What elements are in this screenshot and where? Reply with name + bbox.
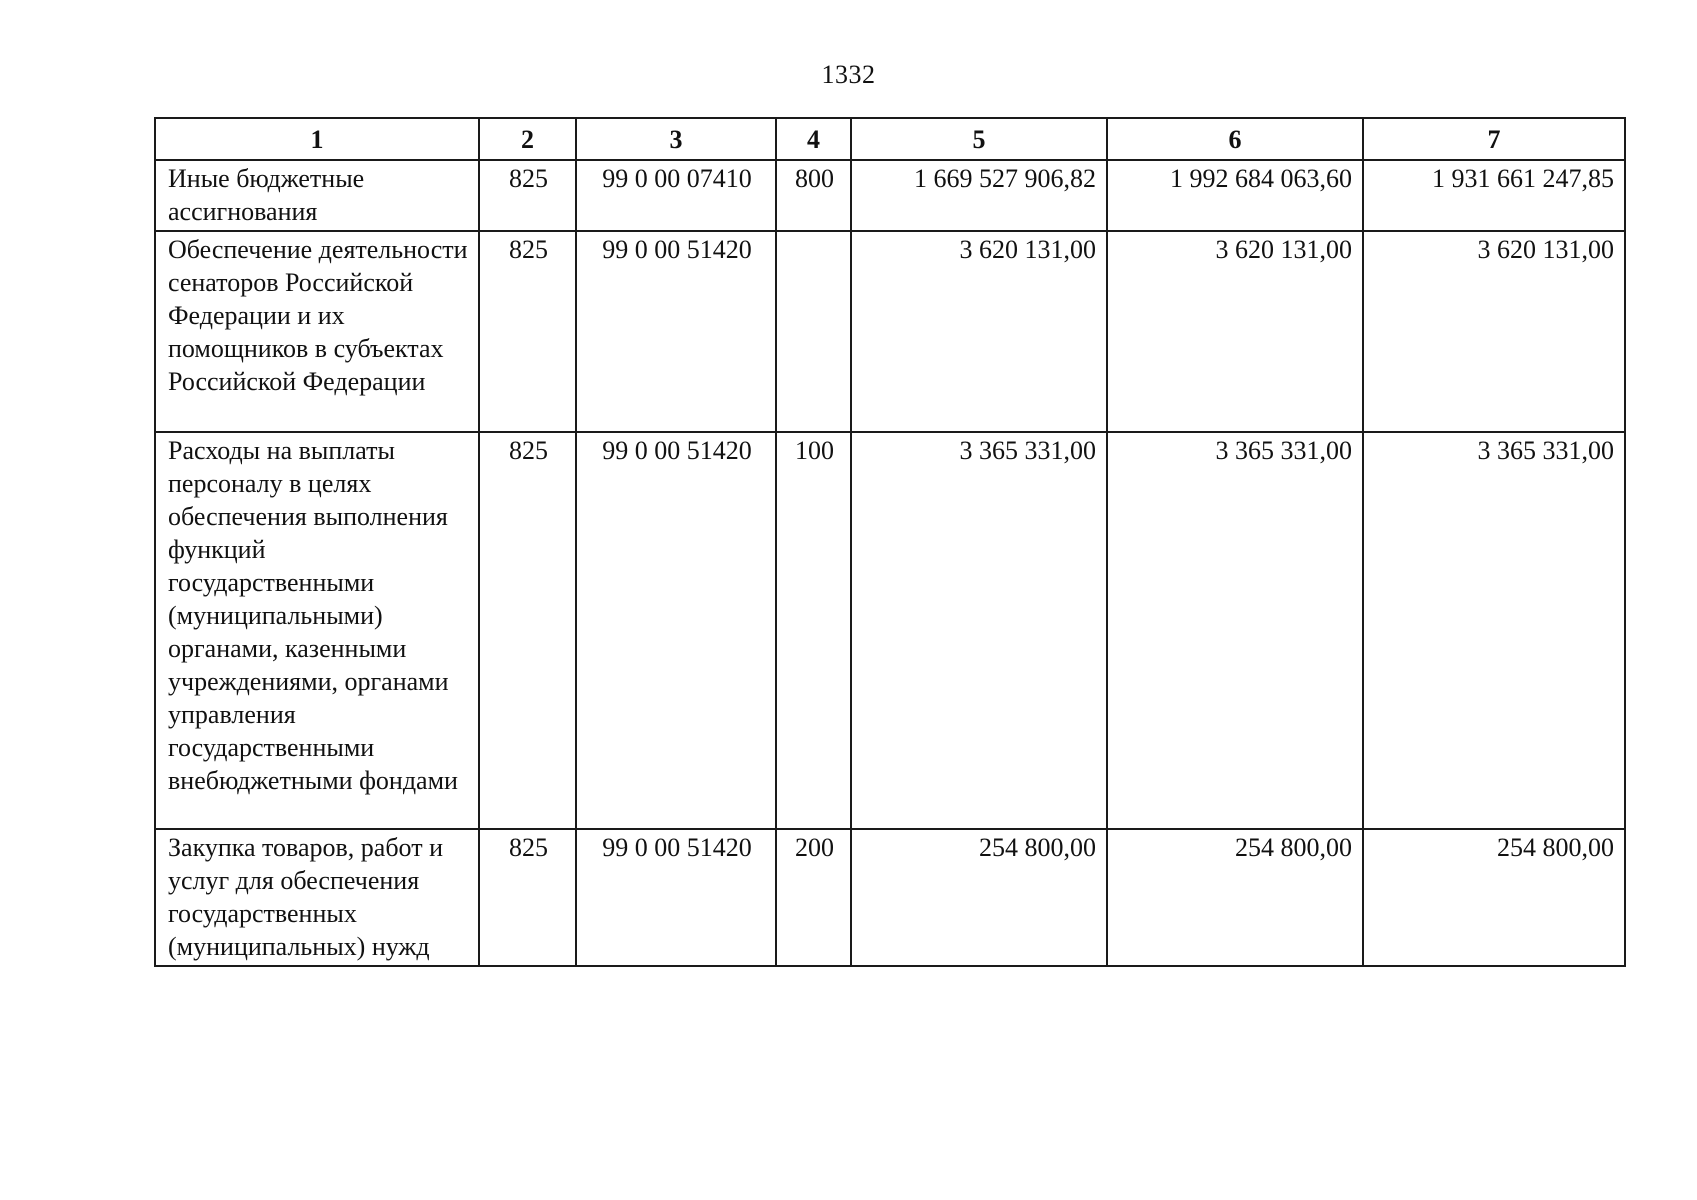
table-row — [155, 231, 1625, 432]
amount-year-3-cell: 3 620 131,00 — [1363, 231, 1625, 432]
table-row — [155, 829, 1625, 966]
amount-year-2-cell: 254 800,00 — [1107, 829, 1363, 966]
column-header-5: 5 — [851, 118, 1107, 160]
budget-table — [154, 117, 1626, 967]
target-article-cell: 99 0 00 51420 — [576, 231, 776, 432]
ministry-code-cell: 825 — [479, 231, 576, 432]
amount-year-3-cell: 254 800,00 — [1363, 829, 1625, 966]
amount-year-1-cell: 254 800,00 — [851, 829, 1107, 966]
amount-year-1-cell: 3 365 331,00 — [851, 432, 1107, 829]
target-article-cell: 99 0 00 07410 — [576, 160, 776, 231]
amount-year-3-cell: 1 931 661 247,85 — [1363, 160, 1625, 231]
amount-year-2-cell: 3 620 131,00 — [1107, 231, 1363, 432]
table-row — [155, 160, 1625, 231]
column-header-7: 7 — [1363, 118, 1625, 160]
target-article-cell: 99 0 00 51420 — [576, 432, 776, 829]
ministry-code-cell: 825 — [479, 829, 576, 966]
amount-year-2-cell: 3 365 331,00 — [1107, 432, 1363, 829]
ministry-code-cell: 825 — [479, 160, 576, 231]
expense-type-cell: 200 — [776, 829, 851, 966]
expense-name-cell: Расходы на выплаты персоналу в целях обеспечения выполнения функций государственными (муниципальными) органами, казенными учреждениями, органами управления государственными внебюджетными фондами — [155, 432, 479, 829]
table-header-row — [155, 118, 1625, 160]
column-header-3: 3 — [576, 118, 776, 160]
ministry-code-cell: 825 — [479, 432, 576, 829]
table-row — [155, 432, 1625, 829]
column-header-6: 6 — [1107, 118, 1363, 160]
column-header-1: 1 — [155, 118, 479, 160]
expense-type-cell: 100 — [776, 432, 851, 829]
page-number: 1332 — [821, 60, 876, 89]
column-header-2: 2 — [479, 118, 576, 160]
target-article-cell: 99 0 00 51420 — [576, 829, 776, 966]
expense-name-cell: Обеспечение деятельности сенаторов Российской Федерации и их помощников в субъектах Российской Федерации — [155, 231, 479, 432]
amount-year-1-cell: 3 620 131,00 — [851, 231, 1107, 432]
amount-year-1-cell: 1 669 527 906,82 — [851, 160, 1107, 231]
amount-year-2-cell: 1 992 684 063,60 — [1107, 160, 1363, 231]
amount-year-3-cell: 3 365 331,00 — [1363, 432, 1625, 829]
expense-type-cell — [776, 231, 851, 432]
expense-name-cell: Закупка товаров, работ и услуг для обеспечения государственных (муниципальных) нужд — [155, 829, 479, 966]
column-header-4: 4 — [776, 118, 851, 160]
expense-type-cell: 800 — [776, 160, 851, 231]
expense-name-cell: Иные бюджетные ассигнования — [155, 160, 479, 231]
